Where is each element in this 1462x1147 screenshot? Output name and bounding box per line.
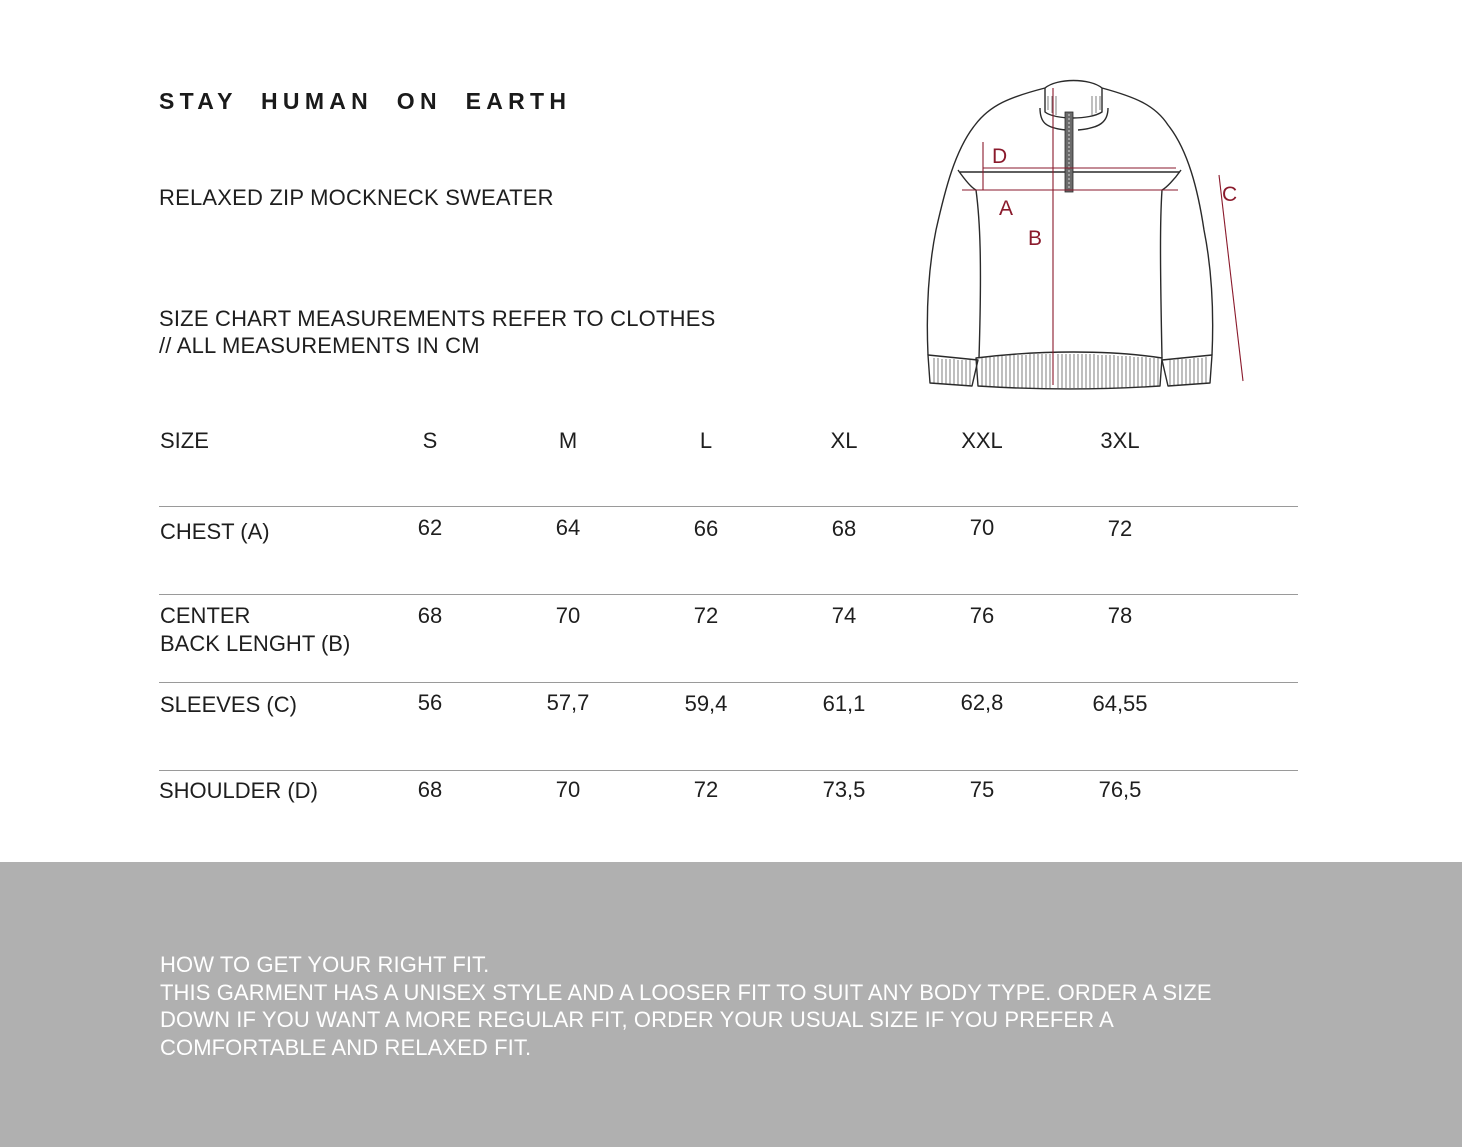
label-b: B [1028, 227, 1043, 250]
row-label-chest: CHEST (A) [160, 519, 270, 544]
label-c: C [1222, 183, 1238, 206]
fit-advice-heading: HOW TO GET YOUR RIGHT FIT. [160, 952, 490, 977]
table-cell: 68 [831, 516, 857, 541]
table-cell: 64,55 [1092, 691, 1148, 716]
table-cell: 72 [1107, 516, 1133, 541]
row-label-back-length: CENTER [160, 603, 251, 628]
sweater-diagram [900, 70, 1270, 400]
table-cell: 75 [969, 777, 995, 802]
table-cell: 74 [831, 603, 857, 628]
fit-advice-line: THIS GARMENT HAS A UNISEX STYLE AND A LOOSER FIT TO SUIT ANY BODY TYPE. ORDER A SIZE [160, 979, 1212, 1005]
size-col-3xl: 3XL [1100, 428, 1140, 453]
table-cell: 62 [417, 515, 443, 540]
table-cell: 57,7 [546, 690, 590, 715]
size-col-xl: XL [830, 428, 858, 453]
table-divider [159, 770, 1298, 771]
row-label-back-length: BACK LENGHT (B) [160, 631, 351, 656]
size-col-xxl: XXL [961, 428, 1003, 453]
product-name: RELAXED ZIP MOCKNECK SWEATER [159, 185, 554, 210]
table-cell: 76,5 [1098, 777, 1142, 802]
table-divider [159, 682, 1298, 683]
row-label-sleeves: SLEEVES (C) [160, 692, 297, 717]
fit-advice-panel [0, 862, 1462, 1147]
brand-title: STAY HUMAN ON EARTH [159, 88, 572, 114]
table-cell: 59,4 [684, 691, 728, 716]
table-cell: 72 [693, 603, 719, 628]
label-d: D [992, 145, 1008, 168]
fit-advice-line: DOWN IF YOU WANT A MORE REGULAR FIT, ORDER YOUR USUAL SIZE IF YOU PREFER A [160, 1007, 1114, 1032]
fit-advice-line: COMFORTABLE AND RELAXED FIT. [160, 1034, 532, 1060]
measurement-note-line: SIZE CHART MEASUREMENTS REFER TO CLOTHES [159, 306, 716, 331]
table-cell: 64 [555, 515, 581, 540]
table-cell: 72 [693, 777, 719, 802]
table-cell: 62,8 [960, 690, 1004, 715]
size-col-s: S [422, 428, 438, 453]
measurement-note-line: // ALL MEASUREMENTS IN CM [159, 333, 480, 358]
row-label-shoulder: SHOULDER (D) [159, 778, 318, 803]
table-cell: 68 [417, 777, 443, 802]
measurement-lines [962, 88, 1243, 385]
fit-advice-text [160, 951, 1212, 1061]
table-cell: 56 [417, 690, 443, 715]
table-divider [159, 594, 1298, 595]
table-cell: 78 [1107, 603, 1133, 628]
size-col-l: L [699, 428, 713, 453]
table-cell: 66 [693, 516, 719, 541]
table-cell: 70 [969, 515, 995, 540]
table-cell: 68 [417, 603, 443, 628]
table-cell: 76 [969, 603, 995, 628]
table-divider [159, 506, 1298, 507]
measurement-note [159, 305, 715, 359]
zipper [1065, 112, 1073, 192]
size-col-m: M [558, 428, 578, 453]
table-cell: 73,5 [822, 777, 866, 802]
size-header-label: SIZE [160, 428, 209, 453]
table-cell: 70 [555, 603, 581, 628]
table-cell: 61,1 [822, 691, 866, 716]
label-a: A [999, 197, 1014, 220]
table-cell: 70 [555, 777, 581, 802]
